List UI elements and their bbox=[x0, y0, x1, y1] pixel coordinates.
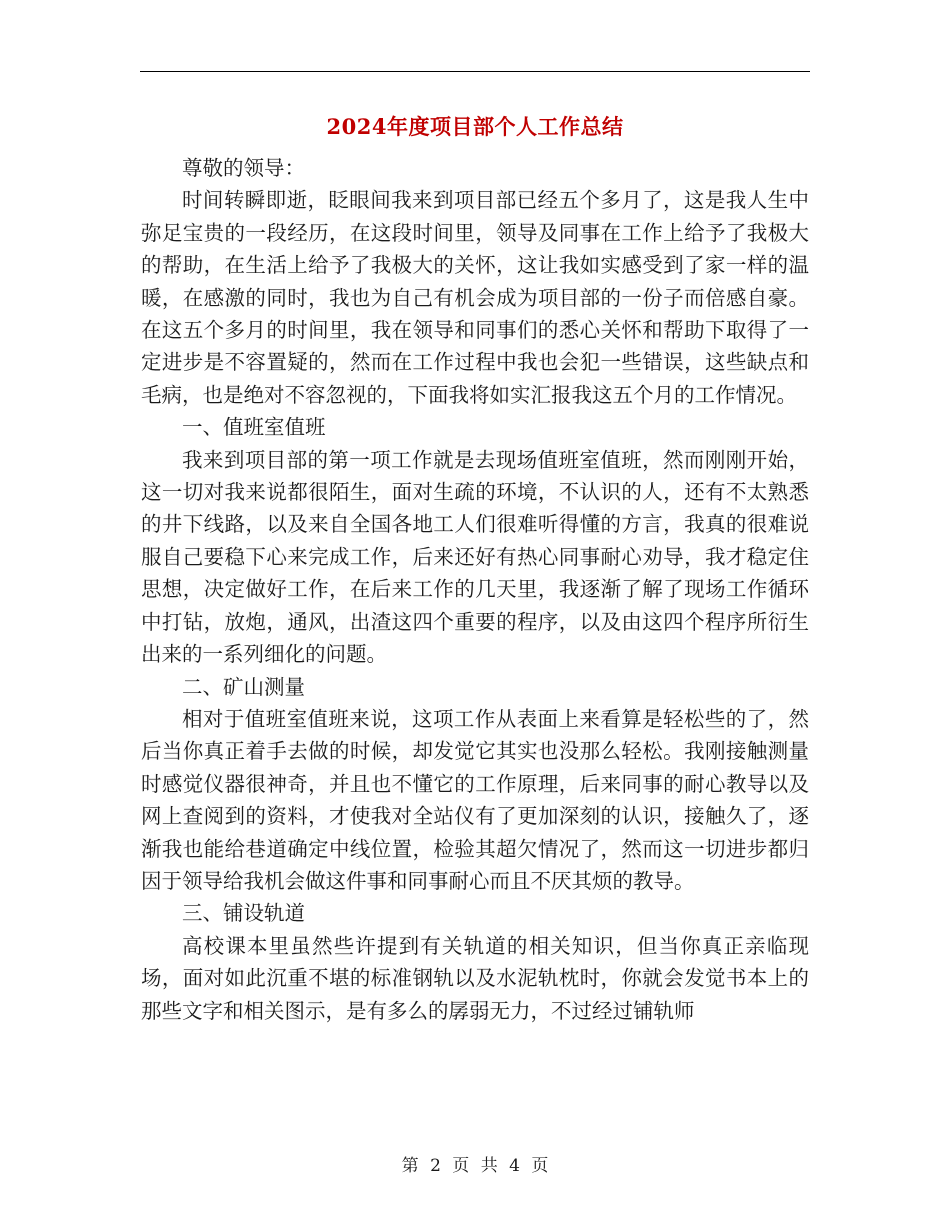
document-title: 2024年度项目部个人工作总结 bbox=[326, 114, 624, 139]
section-heading-track-laying: 三、铺设轨道 bbox=[182, 901, 305, 926]
duty-room-paragraph: 我来到项目部的第一项工作就是去现场值班室值班，然而刚刚开始，这一切对我来说都很陌生，面对生疏的环境，不认识的人，还有不太熟悉的井下线路，以及来自全国各地工人们很难听得懂的方言，我真的很难说服自己要稳下心来完成工作，后来还好有热心同事耐心劝导，我才稳定住思想，决定做好工作，在后来工作的几天里，我逐渐了解了现场工作循环中打钻，放炮，通风，出渣这四个重要的程序，以及由这四个程序所衍生出来的一系列细化的问题。 bbox=[141, 447, 809, 667]
mine-survey-paragraph: 相对于值班室值班来说，这项工作从表面上来看算是轻松些的了，然后当你真正着手去做的时候，却发觉它其实也没那么轻松。我刚接触测量时感觉仪器很神奇，并且也不懂它的工作原理，后来同事的耐心教导以及网上查阅到的资料，才使我对全站仪有了更加深刻的认识，接触久了，逐渐我也能给巷道确定中线位置，检验其超欠情况了，然而这一切进步都归因于领导给我机会做这件事和同事耐心而且不厌其烦的教导。 bbox=[141, 706, 809, 893]
intro-paragraph: 时间转瞬即逝，眨眼间我来到项目部已经五个多月了，这是我人生中弥足宝贵的一段经历，在这段时间里，领导及同事在工作上给予了我极大的帮助，在生活上给予了我极大的关怀，这让我如实感受到了家一样的温暖，在感激的同时，我也为自己有机会成为项目部的一份子而倍感自豪。在这五个多月的时间里，我在领导和同事们的悉心关怀和帮助下取得了一定进步是不容置疑的，然而在工作过程中我也会犯一些错误，这些缺点和毛病，也是绝对不容忽视的，下面我将如实汇报我这五个月的工作情况。 bbox=[141, 188, 809, 407]
salutation: 尊敬的领导： bbox=[182, 156, 305, 180]
header-rule bbox=[140, 71, 810, 72]
track-laying-paragraph: 高校课本里虽然些许提到有关轨道的相关知识，但当你真正亲临现场，面对如此沉重不堪的标准钢轨以及水泥轨枕时，你就会发觉书本上的那些文字和相关图示，是有多么的孱弱无力，不过经过铺轨师 bbox=[141, 933, 809, 1023]
document-body bbox=[141, 152, 809, 1027]
section-heading-duty-room: 一、值班室值班 bbox=[182, 415, 326, 440]
page-footer: 第 2 页 共 4 页 bbox=[401, 1156, 549, 1176]
section-heading-mine-survey: 二、矿山测量 bbox=[182, 674, 305, 699]
